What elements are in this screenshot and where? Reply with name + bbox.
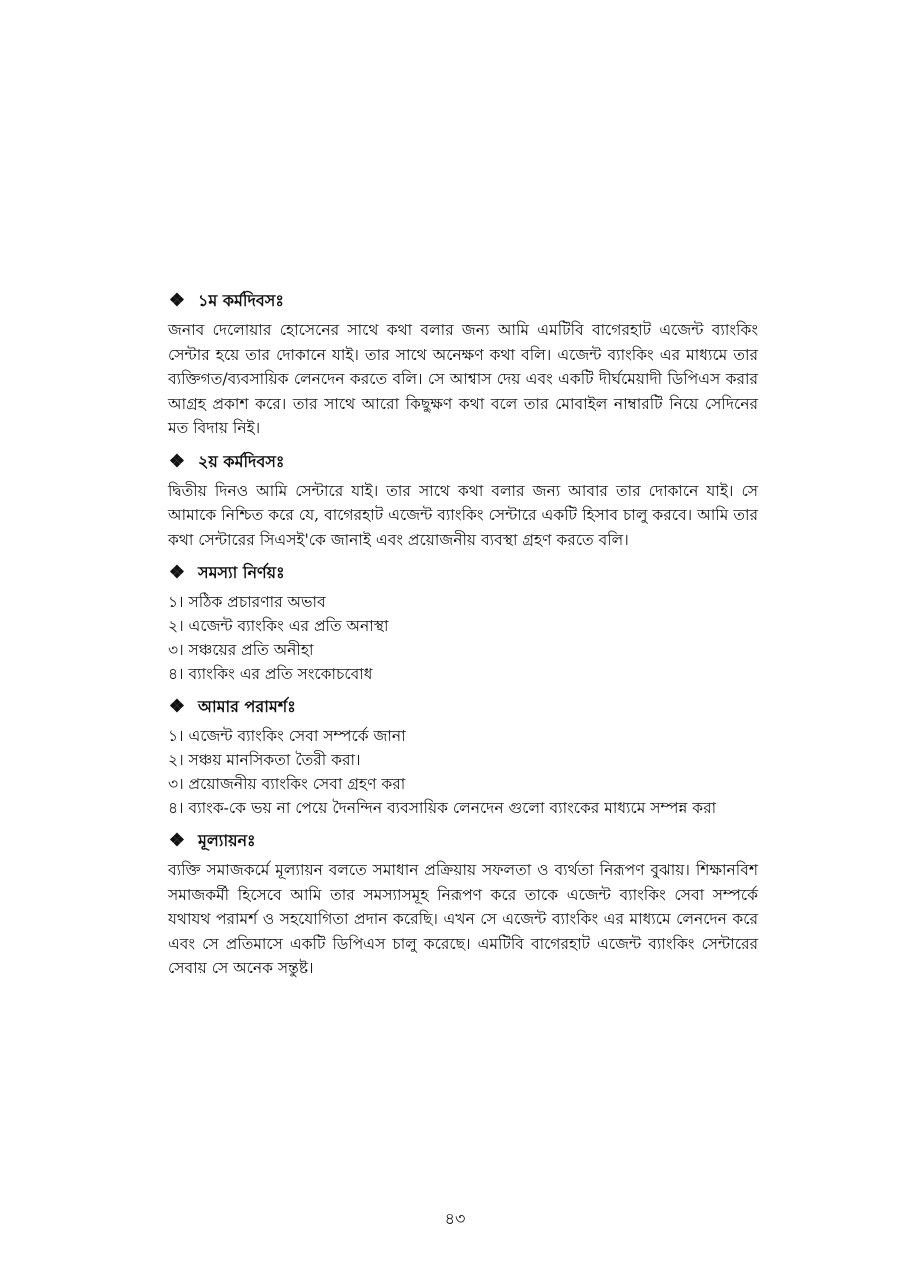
heading-text: মূল্যায়নঃ [198, 831, 256, 850]
heading-text: ২য় কর্মদিবসঃ [198, 451, 285, 471]
section-heading [168, 828, 758, 854]
section-heading [168, 288, 758, 314]
diamond-bullet-icon: ❖ [168, 562, 186, 583]
list-item: ৩। সঞ্চয়ের প্রতি অনীহা [168, 641, 314, 659]
section-paragraph: ব্যক্তি সমাজকর্মে মূল্যায়ন বলতে সমাধান প্রক্রিয়ায় সফলতা ও ব্যর্থতা নিরূপণ বুঝায়। শিক্ষানবিশ সমাজকর্মী হিসেবে আমি তার সমস্যাসমূহ নিরূপণ করে তাকে এজেন্ট ব্যাংকিং সেবা সম্পর্কে যথাযথ পরামর্শ ও সহযোগিতা প্রদান করেছি। এখন সে এজেন্ট ব্যাংকিং এর মাধ্যমে লেনদেন করে এবং সে প্রতিমাসে একটি ডিপিএস চালু করেছে। এমটিবি বাগেরহাট এজেন্ট ব্যাংকিং সেন্টারের সেবায় সে অনেক সন্তুষ্ট। [168, 861, 758, 977]
list-item: ২। এজেন্ট ব্যাংকিং এর প্রতি অনাস্থা [168, 617, 389, 635]
diamond-bullet-icon: ❖ [168, 696, 186, 717]
section-evaluation [168, 828, 758, 981]
list-item: ১। এজেন্ট ব্যাংকিং সেবা সম্পর্কে জানা [168, 727, 406, 745]
diamond-bullet-icon: ❖ [168, 830, 186, 851]
heading-text: সমস্যা নির্ণয়ঃ [198, 563, 285, 582]
diamond-bullet-icon: ❖ [168, 290, 186, 311]
section-paragraph: দ্বিতীয় দিনও আমি সেন্টারে যাই। তার সাথে কথা বলার জন্য আবার তার দোকানে যাই। সে আমাকে নিশ্চিত করে যে, বাগেরহাট এজেন্ট ব্যাংকিং সেন্টারে একটি হিসাব চালু করবে। আমি তার কথা সেন্টারের সিএসই'কে জানাই এবং প্রয়োজনীয় ব্যবস্থা গ্রহণ করতে বলি। [168, 481, 758, 549]
section-paragraph: জনাব দেলোয়ার হোসেনের সাথে কথা বলার জন্য আমি এমটিবি বাগেরহাট এজেন্ট ব্যাংকিং সেন্টার হয়ে তার দোকানে যাই। তার সাথে অনেক্ষণ কথা বলি। এজেন্ট ব্যাংকিং এর মাধ্যমে তার ব্যক্তিগত/ব্যবসায়িক লেনদেন করতে বলি। সে আশ্বাস দেয় এবং একটি দীর্ঘমেয়াদী ডিপিএস করার আগ্রহ প্রকাশ করে। তার সাথে আরো কিছুক্ষণ কথা বলে তার মোবাইল নাম্বারটি নিয়ে সেদিনের মত বিদায় নিই। [168, 321, 758, 437]
list-item: ৪। ব্যাংকিং এর প্রতি সংকোচবোধ [168, 665, 373, 683]
section-heading [168, 449, 758, 475]
heading-text: আমার পরামর্শঃ [198, 697, 296, 716]
diamond-bullet-icon: ❖ [168, 450, 186, 472]
list-item: ১। সঠিক প্রচারণার অভাব [168, 593, 326, 611]
section-day-1 [168, 288, 758, 441]
section-heading [168, 694, 758, 720]
list-item: ৪। ব্যাংক-কে ভয় না পেয়ে দৈনন্দিন ব্যবসায়িক লেনদেন গুলো ব্যাংকের মাধ্যমে সম্পন্ন করা [168, 799, 717, 817]
list-item: ২। সঞ্চয় মানসিকতা তৈরী করা। [168, 751, 361, 769]
document-body [168, 288, 758, 989]
problem-list [168, 590, 758, 686]
advice-list [168, 724, 758, 820]
section-day-2 [168, 449, 758, 553]
heading-text: ১ম কর্মদিবসঃ [198, 291, 284, 310]
section-problem-identification [168, 560, 758, 686]
list-item: ৩। প্রয়োজনীয় ব্যাংকিং সেবা গ্রহণ করা [168, 775, 406, 793]
page-number: ৪৩ [444, 1209, 466, 1228]
section-my-advice [168, 694, 758, 820]
section-heading [168, 560, 758, 586]
